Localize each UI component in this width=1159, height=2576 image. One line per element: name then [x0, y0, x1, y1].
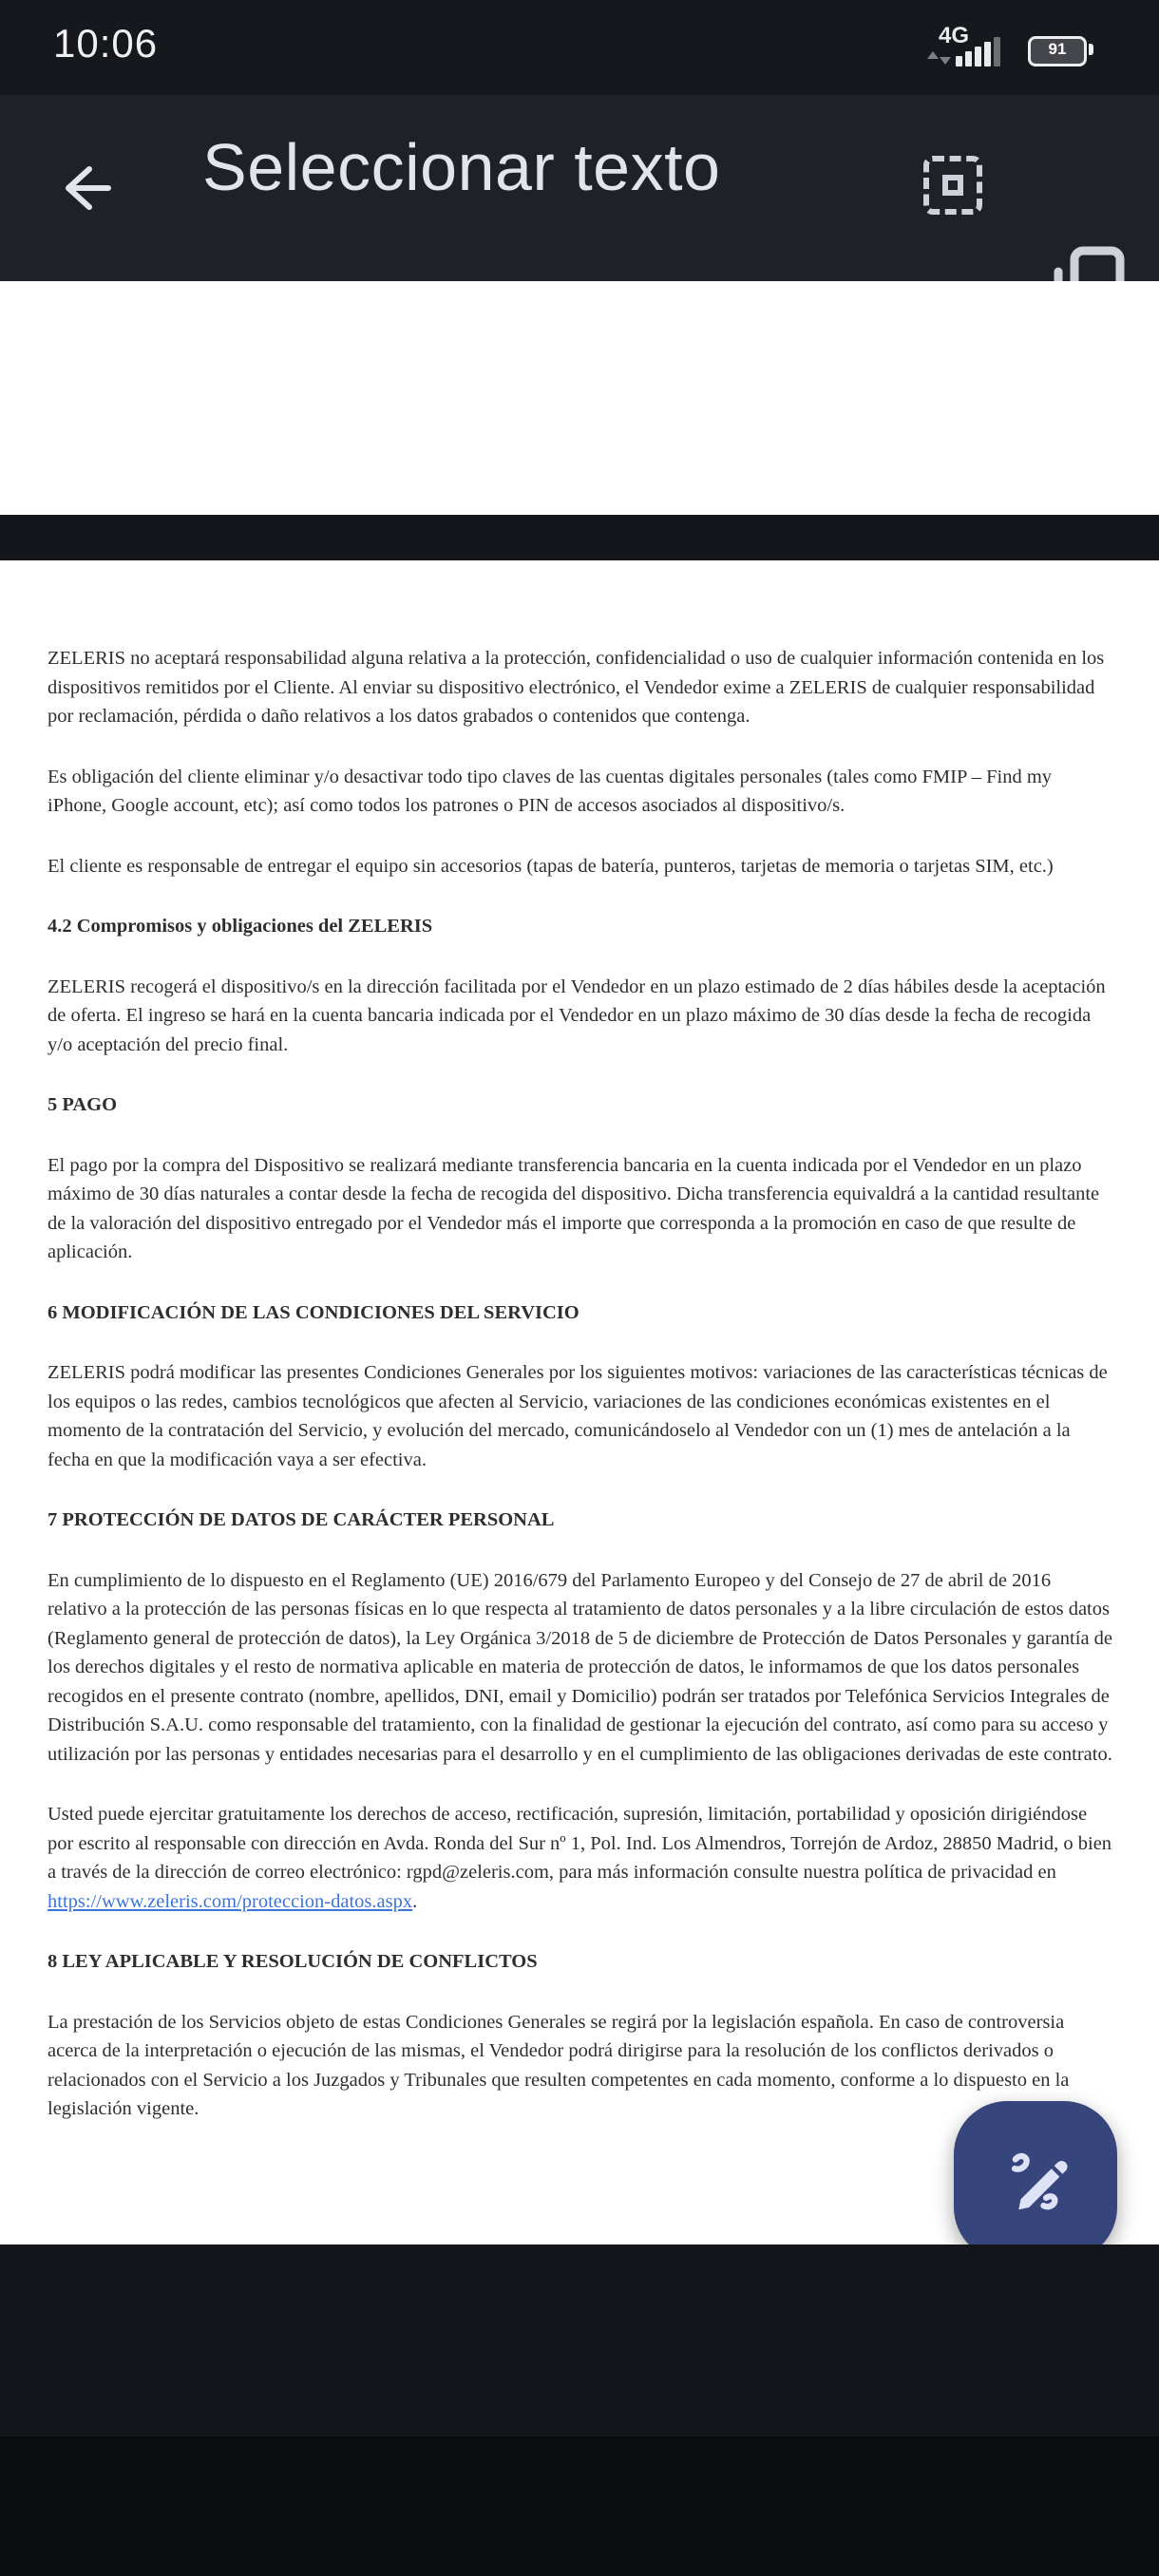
signature-pen-icon [994, 2139, 1079, 2225]
network-type-label: 4G [939, 23, 970, 48]
pdf-page-2 [0, 560, 1159, 2245]
section-heading: 7 PROTECCIÓN DE DATOS DE CARÁCTER PERSONAL [48, 1509, 555, 1530]
battery-percent: 91 [1048, 40, 1067, 58]
paragraph: ZELERIS recogerá el dispositivo/s en la dirección facilitada por el Vendedor en un plazo estimado de 2 días hábiles desde la aceptación de oferta. El ingreso se hará en la cuenta bancaria indicada por el Vendedor en un plazo máximo de 30 días desde la fecha de recogida y/o aceptación del precio final. [48, 975, 1106, 1055]
data-activity-icon [927, 49, 952, 66]
section-heading: 8 LEY APLICABLE Y RESOLUCIÓN DE CONFLICTOS [48, 1951, 538, 1972]
paragraph: El pago por la compra del Dispositivo se realizará mediante transferencia bancaria en la cuenta indicada por el Vendedor en un plazo máximo de 30 días naturales a contar desde la fecha de recogida del dispositivo. Dicha transferencia equivaldrá a la cantidad resultante de la valoración del dispositivo entregado por el Vendedor más el importe que corresponda a la promoción en caso de que resulte de aplicación. [48, 1154, 1100, 1262]
privacy-policy-link[interactable]: https://www.zeleris.com/proteccion-datos.aspx [48, 1890, 413, 1912]
paragraph: ZELERIS no aceptará responsabilidad alguna relativa a la protección, confidencialidad o uso de cualquier información contenida en los dispositivos remitidos por el Cliente. Al enviar su dispositivo electrónico, el Vendedor exime a ZELERIS de cualquier responsabilidad por reclamación, pérdida o daño relativos a los datos grabados o contenidos que contenga. [48, 648, 1105, 727]
back-arrow-icon [46, 152, 118, 224]
paragraph: En cumplimiento de lo dispuesto en el Reglamento (UE) 2016/679 del Parlamento Europeo y del Consejo de 27 de abril de 2016 relativo a la protección de las personas físicas en lo que respecta al tratamiento de datos personales y a la libre circulación de estos datos (Reglamento general de protección de datos), la Ley Orgánica 3/2018 de 5 de diciembre de Protección de Datos Personales y garantía de los derechos digitales y el resto de normativa aplicable en materia de protección de datos, le informamos de que los datos personales recogidos en el presente contrato (nombre, apellidos, DNI, email y Domicilio) podrán ser tratados por Telefónica Servicios Integrales de Distribución S.A.U. como responsable del tratamiento, con la finalidad de gestionar la ejecución del contrato, así como para su acceso y utilización por las personas y entidades necesarias para el desarrollo y en el cumplimiento de las obligaciones derivadas de este contrato. [48, 1569, 1113, 1765]
paragraph: ZELERIS podrá modificar las presentes Condiciones Generales por los siguientes motivos: variaciones de las características técnicas de los equipos o las redes, cambios tecnológicos que afecten al Servicio, variaciones de las condiciones económicas existentes en el momento de la contratación del Servicio, y evolución del mercado, comunicándoselo al Vendedor con un (1) mes de antelación a la fecha en que la modificación vaya a ser efectiva. [48, 1362, 1108, 1470]
pdf-page-1-bottom [0, 281, 1159, 515]
back-button[interactable] [46, 152, 118, 224]
document-text [48, 644, 1113, 2124]
select-all-icon [942, 175, 963, 196]
page-separator [0, 515, 1159, 560]
section-heading: 4.2 Compromisos y obligaciones del ZELERIS [48, 916, 433, 937]
android-nav-bar [0, 2436, 1159, 2576]
paragraph: La prestación de los Servicios objeto de estas Condiciones Generales se regirá por la legislación española. En caso de controversia acerca de la interpretación o ejecución de las mismas, el Vendedor podrá dirigirse para la resolución de los conflictos derivados o relacionados con el Servicio a los Juzgados y Tribunales que resulten competentes en cada momento, conforme a lo dispuesto en la legislación vigente. [48, 2011, 1070, 2119]
paragraph: El cliente es responsable de entregar el equipo sin accesorios (tapas de batería, punteros, tarjetas de memoria o tarjetas SIM, etc.) [48, 855, 1054, 877]
battery-nub [1089, 44, 1093, 55]
paragraph: Usted puede ejercitar gratuitamente los derechos de acceso, rectificación, supresión, limitación, portabilidad y oposición dirigiéndose por escrito al responsable con dirección en Avda. Ronda del Sur nº 1, Pol. Ind. Los Almendros, Torrejón de Ardoz, 28850 Madrid, o bien a través de la dirección de correo electrónico: rgpd@zeleris.com, para más información consulte nuestra política de privacidad en https://www.zeleris.com/proteccion-datos.aspx. [48, 1804, 1112, 1912]
status-clock: 10:06 [53, 21, 159, 66]
paragraph: Es obligación del cliente eliminar y/o desactivar todo tipo claves de las cuentas digitales personales (tales como FMIP – Find my iPhone, Google account, etc); así como todos los patrones o PIN de accesos asociados al dispositivo/s. [48, 766, 1053, 816]
select-all-button[interactable] [923, 156, 982, 215]
status-bar [0, 0, 1159, 95]
viewer-background [0, 2245, 1159, 2436]
section-heading: 5 PAGO [48, 1094, 118, 1115]
battery-icon [1028, 36, 1087, 66]
annotate-fab[interactable] [954, 2101, 1117, 2261]
app-bar [0, 95, 1159, 281]
page-title: Seleccionar texto [202, 130, 721, 204]
section-heading: 6 MODIFICACIÓN DE LAS CONDICIONES DEL SERVICIO [48, 1301, 580, 1323]
signal-strength-icon [956, 36, 1005, 66]
